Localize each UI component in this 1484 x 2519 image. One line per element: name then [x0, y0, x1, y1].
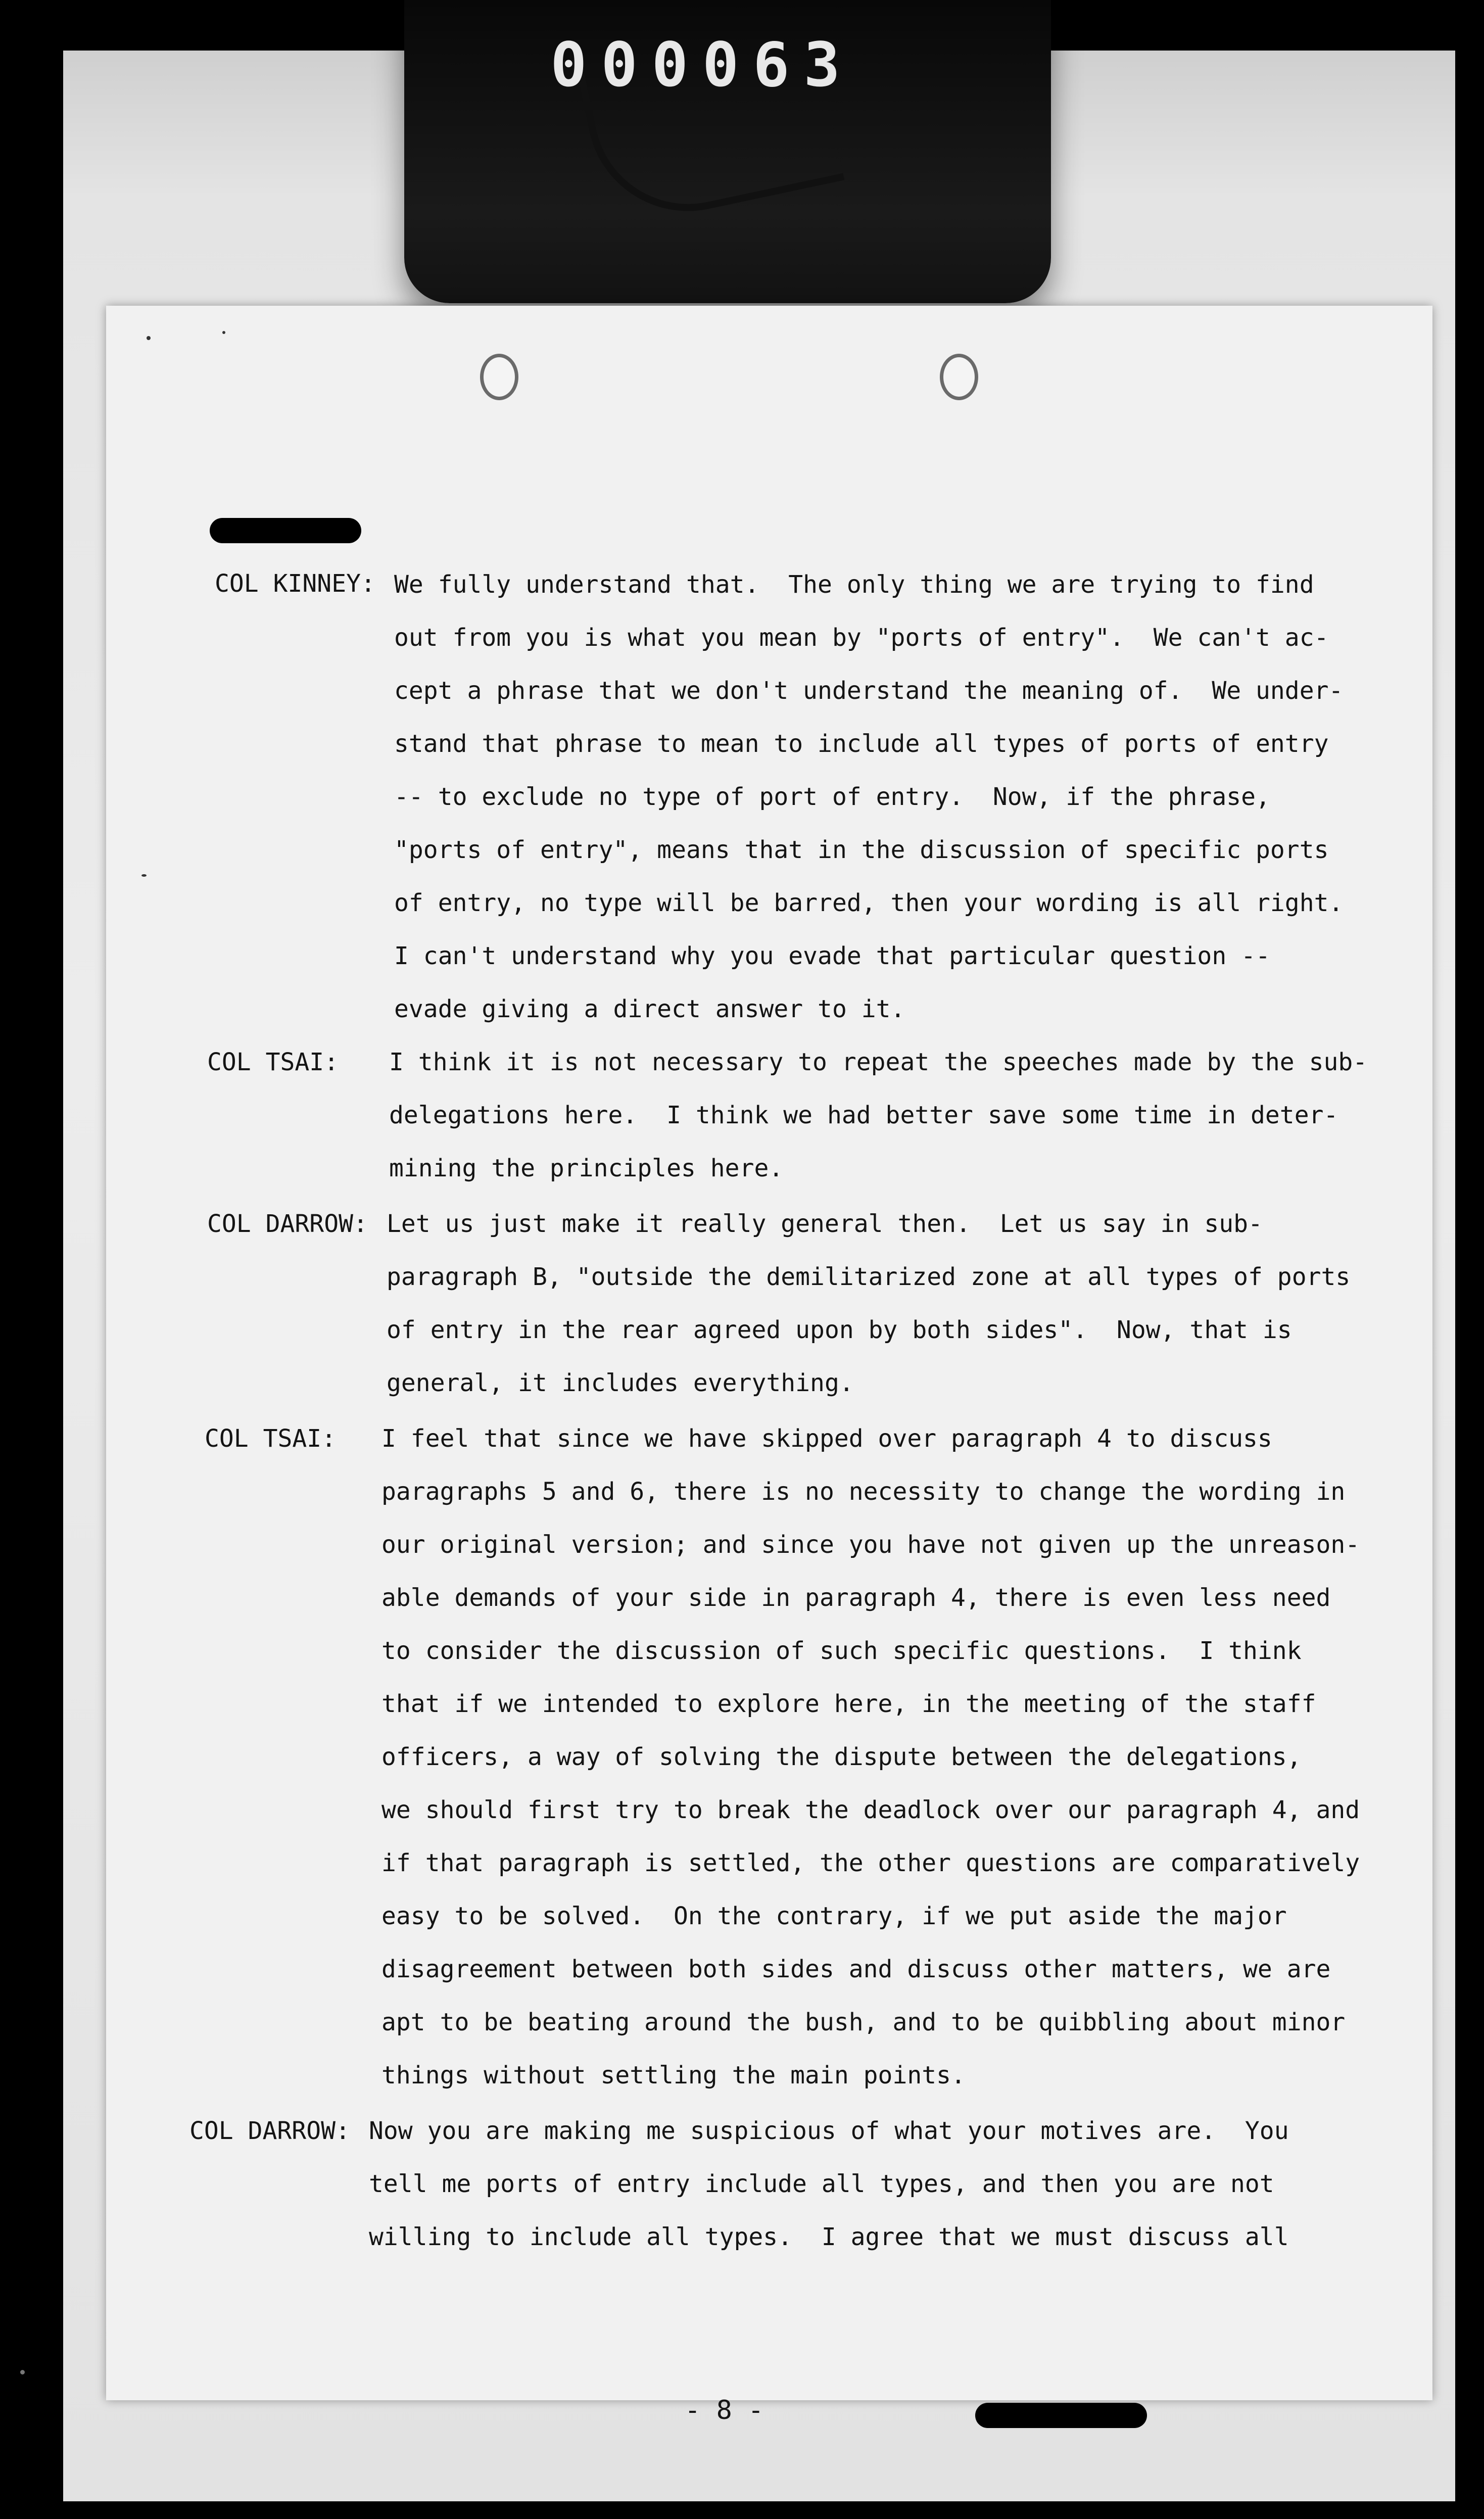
transcript-line: evade giving a direct answer to it. [394, 995, 905, 1023]
transcript-line: disagreement between both sides and discuss other matters, we are [381, 1955, 1331, 1983]
transcript-line: cept a phrase that we don't understand the meaning of. We under- [394, 677, 1344, 705]
dust-speck [20, 2370, 25, 2374]
transcript-line: out from you is what you mean by "ports of entry". We can't ac- [394, 624, 1329, 652]
transcript-line: apt to be beating around the bush, and to be quibbling about minor [381, 2008, 1346, 2036]
transcript-line: mining the principles here. [389, 1154, 784, 1182]
transcript-line: things without settling the main points. [381, 2061, 966, 2089]
transcript-line: paragraph B, "outside the demilitarized zone at all types of ports [387, 1263, 1351, 1291]
speaker-label: COL DARROW: [189, 2117, 350, 2145]
redaction-mark-bottom [975, 2403, 1147, 2428]
transcript-line: of entry in the rear agreed upon by both sides". Now, that is [387, 1316, 1292, 1344]
transcript-line: tell me ports of entry include all types, and then you are not [369, 2170, 1274, 2198]
page-number: - 8 - [685, 2395, 764, 2426]
transcript-page [106, 306, 1432, 2426]
transcript-line: if that paragraph is settled, the other questions are comparatively [381, 1849, 1360, 1877]
dust-speck [141, 874, 147, 877]
transcript-line: able demands of your side in paragraph 4, there is even less need [381, 1584, 1331, 1612]
transcript-line: I can't understand why you evade that particular question -- [394, 942, 1270, 970]
transcript-line: that if we intended to explore here, in the meeting of the staff [381, 1690, 1316, 1718]
transcript-line: easy to be solved. On the contrary, if we put aside the major [381, 1902, 1287, 1930]
transcript-line: our original version; and since you have not given up the unreason- [381, 1531, 1360, 1559]
transcript-line: Now you are making me suspicious of what your motives are. You [369, 2117, 1289, 2145]
dust-speck [147, 336, 151, 340]
transcript-line: I think it is not necessary to repeat the speeches made by the sub- [389, 1048, 1368, 1076]
transcript-line: paragraphs 5 and 6, there is no necessity to change the wording in [381, 1478, 1346, 1506]
speaker-label: COL TSAI: [207, 1048, 339, 1076]
transcript-body [106, 306, 1432, 2400]
speaker-label: COL KINNEY: [215, 569, 375, 598]
transcript-line: to consider the discussion of such specific questions. I think [381, 1637, 1302, 1665]
transcript-line: Let us just make it really general then. Let us say in sub- [387, 1210, 1263, 1238]
transcript-line: delegations here. I think we had better save some time in deter- [389, 1101, 1338, 1129]
transcript-line: stand that phrase to mean to include all types of ports of entry [394, 730, 1329, 758]
speaker-label: COL DARROW: [207, 1210, 368, 1238]
transcript-line: I feel that since we have skipped over paragraph 4 to discuss [381, 1424, 1272, 1453]
transcript-line: -- to exclude no type of port of entry. Now, if the phrase, [394, 783, 1270, 811]
transcript-line: officers, a way of solving the dispute between the delegations, [381, 1743, 1302, 1771]
transcript-line: "ports of entry", means that in the discussion of specific ports [394, 836, 1329, 864]
transcript-line: we should first try to break the deadlock over our paragraph 4, and [381, 1796, 1360, 1824]
dust-speck [222, 331, 225, 334]
frame-counter: 000063 [550, 30, 854, 101]
transcript-line: willing to include all types. I agree that we must discuss all [369, 2223, 1289, 2251]
transcript-line: We fully understand that. The only thing we are trying to find [394, 571, 1314, 599]
transcript-line: general, it includes everything. [387, 1369, 854, 1397]
binder-clip [404, 0, 1051, 303]
transcript-line: of entry, no type will be barred, then your wording is all right. [394, 889, 1344, 917]
speaker-label: COL TSAI: [205, 1424, 337, 1453]
